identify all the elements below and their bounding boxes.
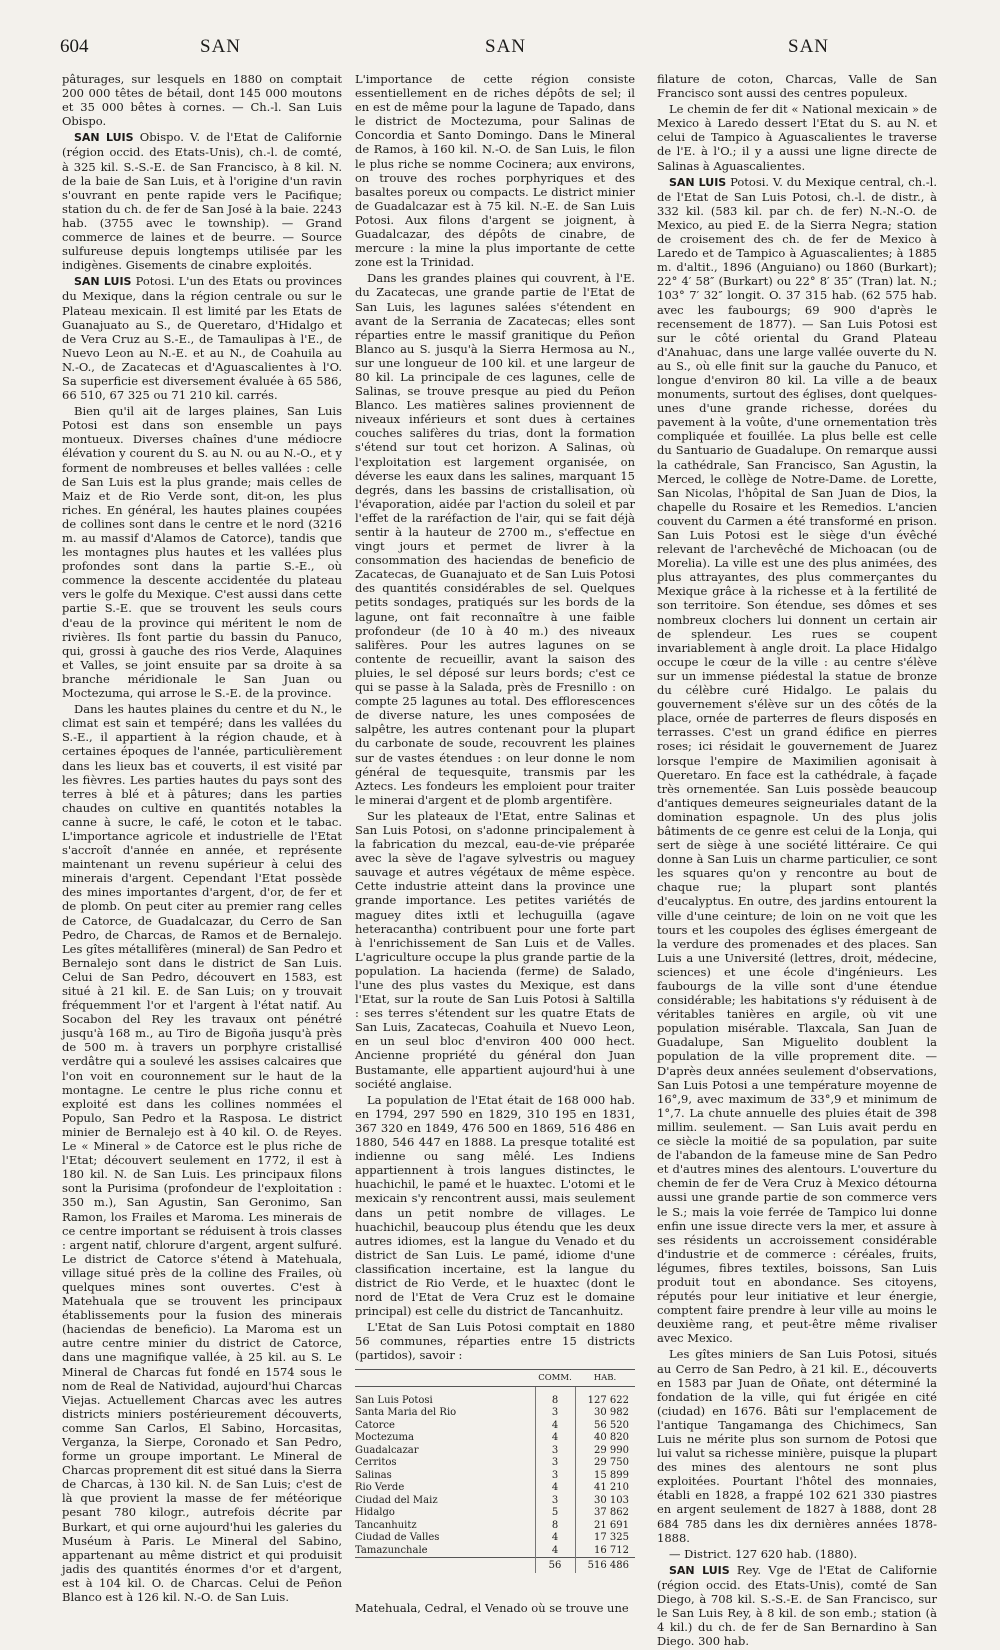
entry-san-luis-potosi-city [657, 175, 937, 1346]
page-number: 604 [60, 36, 89, 57]
paragraph: Le chemin de fer dit « National mexicain » de Mexico à Laredo dessert l'Etat du S. au N. et celui de Tampico à Aguascalientes le traverse de l'E. à l'O.; il y a aussi une ligne directe de Salinas à Aguascalientes. [657, 102, 937, 173]
table-cell: 3 [535, 1457, 575, 1470]
table-row [355, 1507, 635, 1520]
column-center [355, 72, 635, 1617]
paragraph: Dans les grandes plaines qui couvrent, à l'E. du Zacatecas, une grande partie de l'Etat de San Luis, les lagunes salées s'étendent en avant de la Serrania de Zacatecas; elles sont réparties entre le massif granitique du Peñon Blanco au S. jusqu'à la Sierra Hermosa au N., sur une longueur de 100 kil. et une largeur de 80 kil. La principale de ces lagunes, celle de Salinas, se trouve presque au pied du Peñon Blanco. Les matières salines proviennent de niveaux inférieurs et sont dues à certaines couches salifères du trias, dont la formation s'étend sur tout cet horizon. A Salinas, où l'exploitation est largement organisée, on déverse les eaux dans les salines, marquant 15 degrés, dans les bassins de cristallisation, où l'évaporation, aidée par l'action du soleil et par l'effet de la raréfaction de l'air, qui se fait déjà sentir à la hauteur de 2700 m., s'effectue en vingt jours et permet de livrer à la consommation des haciendas de beneficio de Zacatecas, de Guanajuato et de San Luis Potosi des quantités considérables de sel. Quelques petits sondages, pratiqués sur les bords de la lagune, ont fait reconnaître à une faible profondeur (de 10 à 40 m.) des niveaux salifères. Pour les autres lagunes on se contente de recueillir, avant la saison des pluies, le sel déposé sur leurs bords; c'est ce qui se passe à la Salada, près de Fresnillo : on compte 25 lagunes au total. Des efflorescences de diverse nature, les unes composées de salpêtre, les autres contenant pour la plupart du carbonate de soude, recouvrent les plaines sur de vastes étendues : on leur donne le nom général de tequesquite, transmis par les Aztecs. Les fondeurs les emploient pour traiter le minerai d'argent et de plomb argentifère. [355, 271, 635, 807]
page-header [60, 36, 938, 66]
table-row [355, 1532, 635, 1545]
table-row [355, 1445, 635, 1458]
column-right [657, 72, 937, 1650]
table-total-row [355, 1558, 635, 1573]
paragraph: filature de coton, Charcas, Valle de San Francisco sont aussi des centres populeux. [657, 72, 937, 101]
entry-san-luis-obispo [62, 130, 342, 272]
table-total-hab: 516 486 [575, 1558, 635, 1573]
table-spacer-row [355, 1387, 635, 1395]
table-cell: 5 [535, 1507, 575, 1520]
table-row [355, 1470, 635, 1483]
entry-text: Potosi. V. du Mexique central, ch.-l. de l'Etat de San Luis Potosi, ch.-l. de distr., à 332 kil. (583 kil. par ch. de fer) N.-N.-O. de Mexico, au pied E. de la Sierra Negra; station de croisement des ch. de fer de Mexico à Laredo et de Tampico à Aguascalientes; à 1885 m. d'altit., 1896 (Anguiano) ou 1860 (Burkart); 22° 4′ 58″ (Burkart) ou 22° 8′ 35″ (Tran) lat. N.; 103° 7′ 32″ longit. O. 37 315 hab. (62 575 hab. avec les faubourgs; 69 900 d'après le recensement de 1877). — San Luis Potosi est sur le côté oriental du Grand Plateau d'Anahuac, dans une large vallée ouverte du N. au S., où elle finit sur la gauche du Panuco, et longue d'environ 80 kil. La ville a de beaux monuments, surtout des églises, dont quelques-unes d'une grande richesse, dorées du pavement à la voûte, d'une ornementation très compliquée et fouillée. La plus belle est celle du Santuario de Guadalupe. On remarque aussi la cathédrale, San Francisco, San Agustin, la Merced, le collège de Notre-Dame. de Lorette, San Nicolas, l'hôpital de San Juan de Dios, la chapelle du Rosaire et les Remedios. L'ancien couvent du Carmen a été transformé en prison. San Luis Potosi est le siège d'un évêché relevant de l'archevêché de Michoacan (ou de Morelia). La ville est une des plus animées, des plus attrayantes, des plus commerçantes du Mexique grâce à la richesse et à la fertilité de son territoire. Son étendue, ses dômes et ses nombreux clochers lui donnent un certain air de splendeur. Les rues se coupent invariablement à angle droit. La place Hidalgo occupe le cœur de la ville : au centre s'élève sur un immense piédestal la statue de bronze du célèbre curé Hidalgo. Le palais du gouvernement s'élève sur un des côtés de la place, ornée de parterres de fleurs disposés en terrasses. C'est un grand édifice en pierres roses; ici résidait le gouvernement de Juarez lorsque l'empire de Maximilien agonisait à Queretaro. En face est la cathédrale, à façade très ornementée. San Luis possède beaucoup d'antiques demeures seigneuriales datant de la domination espagnole. Un des plus jolis bâtiments de ce genre est celui de la Lonja, qui sert de siège à une société littéraire. Ce qui donne à San Luis un charme particulier, ce sont les squares qu'on y rencontre au bout de chaque rue; la plupart sont plantés d'eucalyptus. En outre, des jardins entourent la ville d'une ceinture; de loin on ne voit que les tours et les coupoles des églises émergeant de la verdure des promenades et des places. San Luis a une Université (lettres, droit, médecine, sciences) et une école d'ingénieurs. Les faubourgs de la ville sont d'une étendue considérable; les habitations s'y réduisent à de véritables tanières en argile, où vit une population misérable. Tlaxcala, San Juan de Guadalupe, San Miguelito doublent la population de la ville proprement dite. — D'après deux années seulement d'observations, San Luis Potosi a une température moyenne de 16°,9, avec maximum de 33°,9 et minimum de 1°,7. La chute annuelle des pluies était de 398 millim. seulement. — San Luis avait perdu en ce siècle la moitié de sa population, par suite de l'abandon de la fameuse mine de San Pedro et d'autres mines des alentours. L'ouverture du chemin de fer de Vera Cruz à Mexico détourna aussi une grande partie de son commerce vers le S.; mais la voie ferrée de Tampico lui donne enfin une issue directe vers la mer, et assure à ses résidents un accroissement considérable d'industrie et de commerce : céréales, fruits, légumes, fibres textiles, boissons, San Luis produit tout en abondance. Ses citoyens, réputés pour leur initiative et leur énergie, comptent faire prendre à leur ville au moins le deuxième rang, et peut-être même rivaliser avec Mexico. [657, 174, 937, 1346]
table-cell: 4 [535, 1482, 575, 1495]
paragraph: Bien qu'il ait de larges plaines, San Luis Potosi est dans son ensemble un pays montueux. Diverses chaînes d'une médiocre élévation y courent du S. au N. ou au N.-O., et y forment de nombreuses et belles vallées : celle de San Luis est la plus grande; mais celles de Maiz et de Rio Verde sont, dit-on, les plus riches. En général, les hautes plaines coupées de collines sont dans le centre et le nord (3216 m. au massif d'Alamos de Catorce), tandis que les montagnes plus hautes et les vallées plus profondes sont dans la partie S.-E., où commence la descente accidentée du plateau vers le golfe du Mexique. C'est aussi dans cette partie S.-E. que se trouvent les seuls cours d'eau de la province qui méritent le nom de rivières. Ils font partie du bassin du Panuco, qui, grossi à gauche des rios Verde, Alaquines et Valles, se joint ensuite par sa droite à sa branche méridionale le San Juan ou Moctezuma, qui arrose le S.-E. de la province. [62, 404, 342, 701]
table-row [355, 1407, 635, 1420]
table-cell: 16 712 [575, 1545, 635, 1558]
table-cell: 29 750 [575, 1457, 635, 1470]
paragraph: Matehuala, Cedral, el Venado où se trouve une [355, 1600, 629, 1615]
table-cell: 4 [535, 1432, 575, 1445]
table-cell: Guadalcazar [355, 1444, 419, 1456]
table-row [355, 1495, 635, 1508]
paragraph: L'Etat de San Luis Potosi comptait en 1880 56 communes, réparties entre 15 districts (partidos), savoir : [355, 1320, 635, 1363]
table-cell: 41 210 [575, 1482, 635, 1495]
table-cell: Salinas [355, 1469, 392, 1481]
table-cell: 3 [535, 1495, 575, 1508]
running-head-left: SAN [200, 36, 242, 57]
table-row [355, 1395, 635, 1408]
table-header-comm: COMM. [535, 1369, 575, 1387]
running-head-center: SAN [485, 36, 527, 57]
paragraph: Sur les plateaux de l'Etat, entre Salinas et San Luis Potosi, on s'adonne principalement à la fabrication du mezcal, eau-de-vie préparée avec la sève de l'agave sylvestris ou maguey sauvage et autres végétaux de même espèce. Cette industrie atteint dans la province une grande importance. Les petites variétés de maguey dites ixtli et lechuguilla (agave heteracantha) contribuent pour une forte part à l'enrichissement de San Luis et de Valles. L'agriculture occupe la plus grande partie de la population. La hacienda (ferme) de Salado, l'une des plus vastes du Mexique, est dans l'Etat, sur la route de San Luis Potosi à Saltilla : ses terres s'étendent sur les quatre Etats de San Luis, Zacatecas, Coahuila et Nuevo Leon, en un seul bloc d'environ 400 000 hect. Ancienne propriété du général don Juan Bustamante, elle appartient aujourd'hui à une société anglaise. [355, 808, 635, 1091]
table-row [355, 1432, 635, 1445]
table-header-row [355, 1369, 635, 1387]
table-cell: 3 [535, 1445, 575, 1458]
table-cell: Catorce [355, 1419, 395, 1431]
table-cell: 127 622 [575, 1395, 635, 1408]
paragraph: Les gîtes miniers de San Luis Potosi, situés au Cerro de San Pedro, à 21 kil. E., découverts en 1583 par Juan de Oñate, ont déterminé la fondation de la ville, qui fut érigée en cité (ciudad) en 1676. Bâti sur l'emplacement de l'antique Tangamanga des Chichimecs, San Luis ne mérite plus son surnom de Potosi que lui valut sa richesse minière, puisque la plupart des mines des alentours ne sont plus exploitées. Pourtant l'hôtel des monnaies, établi en 1828, a frappé 102 621 330 piastres en argent seulement de 1827 à 1888, dont 28 684 785 dans les dix dernières années 1878-1888. [657, 1347, 937, 1545]
paragraph: pâturages, sur lesquels en 1880 on comptait 200 000 têtes de bétail, dont 145 000 moutons et 35 000 bêtes à cornes. — Ch.-l. San Luis Obispo. [62, 72, 342, 129]
entry-text: Potosi. L'un des Etats ou provinces du Mexique, dans la région centrale ou sur le Plateau mexicain. Il est limité par les Etats de Guanajuato au S., de Queretaro, d'Hidalgo et de Vera Cruz au S.-E., de Tamaulipas à l'E., de Nuevo Leon au N.-E. et au N., de Coahuila au N.-O., de Zacatecas et d'Aguascalientes à l'O. Sa superficie est diversement évaluée à 65 586, 66 510, 67 325 ou 71 210 kil. carrés. [62, 274, 342, 403]
table-row [355, 1482, 635, 1495]
paragraph: La population de l'Etat était de 168 000 hab. en 1794, 297 590 en 1829, 310 195 en 1831, 367 320 en 1849, 476 500 en 1869, 516 486 en 1880, 546 447 en 1888. La presque totalité est indienne ou sang mêlé. Les Indiens appartiennent à trois langues distinctes, le huachichil, le pamé et le huaxtec. L'otomi et le mexicain s'y rencontrent aussi, mais seulement dans un petit nombre de villages. Le huachichil, beaucoup plus étendu que les deux autres idiomes, est la langue du Venado et du district de San Luis. Le pamé, idiome d'une classification incertaine, est la langue du district de Rio Verde, et le huaxtec (dont le nord de l'Etat de Vera Cruz est le domaine principal) est celle du district de Tancanhuitz. [355, 1092, 635, 1319]
entry-text: Rey. Vge de l'Etat de Californie (région occid. des Etats-Unis), comté de San Diego, à 708 kil. S.-S.-E. de San Francisco, sur le San Luis Rey, à 8 kil. de son emb.; station (à 4 kil.) du ch. de fer de San Bernardino à San Diego. 300 hab. [657, 1562, 937, 1649]
table-cell: 4 [535, 1545, 575, 1558]
entry-headword: SAN LUIS [669, 1563, 730, 1577]
table-cell: 30 982 [575, 1407, 635, 1420]
paragraph: Dans les hautes plaines du centre et du N., le climat est sain et tempéré; dans les vallées du S.-E., il appartient à la région chaude, et à certaines époques de l'année, particulièrement dans les lieux bas et couverts, il est visité par les fièvres. Les parties hautes du pays sont des terres à blé et à pâtures; dans les parties chaudes on cultive en quantités notables la canne à sucre, le café, le coton et le tabac. L'importance agricole et industrielle de l'Etat s'accroît d'année en année, et représente maintenant un revenu supérieur à celui des minerais d'argent. Cependant l'Etat possède des mines importantes d'argent, d'or, de fer et de plomb. On peut citer au premier rang celles de Catorce, de Guadalcazar, du Cerro de San Pedro, de Charcas, de Ramos et de Bernalejo. Les gîtes métallifères (mineral) de San Pedro et Bernalejo sont dans le district de San Luis. Celui de San Pedro, découvert en 1583, est situé à 21 kil. E. de San Luis; on y trouvait fréquemment l'or et l'argent à l'état natif. Au Socabon del Rey les travaux ont pénétré jusqu'à 168 m., au Tiro de Bigoña jusqu'à près de 500 m. à travers un porphyre cristallisé verdâtre qui a soulevé les assises calcaires que l'on voit en couronnement sur le haut de la montagne. Le centre le plus riche connu et exploité est dans les collines nommées el Populo, San Pedro et la Rasposa. Le district minier de Bernalejo est à 40 kil. O. de Reyes. Le « Mineral » de Catorce est le plus riche de l'Etat; découvert seulement en 1772, il est à 180 kil. N. de San Luis. Les principaux filons sont la Purisima (profondeur de l'exploitation : 350 m.), San Agustin, San Geronimo, San Ramon, los Frailes et Maroma. Les minerais de ce centre important se réduisent à trois classes : argent natif, chlorure d'argent, argent sulfuré. Le district de Catorce s'étend à Matehuala, village situé près de la colline des Frailes, où quelques mines sont ouvertes. C'est à Matehuala que se trouvent les principaux établissements pour la fusion des minerais (haciendas de beneficio). La Maroma est un autre centre minier du district de Catorce, dans une magnifique vallée, à 25 kil. au S. Le Mineral de Charcas fut fondé en 1574 sous le nom de Real de Natividad, aujourd'hui Charcas Viejas. Actuellement Charcas avec les autres districts miniers postérieurement découverts, comme San Carlos, El Sabino, Horcasitas, Verganza, la Sierpe, Coronado et San Pedro, forme un groupe important. Le Mineral de Charcas proprement dit est situé dans la Sierra de Charcas, à 130 kil. N. de San Luis; c'est de là que provient la masse de fer météorique pesant 780 kilogr., autrefois décrite par Burkart, et qui orne aujourd'hui les galeries du Muséum à Paris. Le Mineral del Sabino, appartenant au même district et qui produisit jadis des quantités énormes d'or et d'argent, est à 104 kil. O. de Charcas. Celui de Peñon Blanco est à 126 kil. N.-O. de San Luis. [62, 702, 342, 1605]
table-cell: 3 [535, 1470, 575, 1483]
table-cell: Santa Maria del Rio [355, 1407, 457, 1419]
column-left [62, 72, 342, 1606]
table-cell: 21 691 [575, 1520, 635, 1533]
table-cell: Ciudad de Valles [355, 1532, 440, 1544]
table-cell: Hidalgo [355, 1507, 395, 1519]
districts-table [355, 1369, 635, 1573]
table-cell: Moctezuma [355, 1432, 414, 1444]
entry-san-luis-potosi-state [62, 274, 342, 402]
table-cell: 40 820 [575, 1432, 635, 1445]
table-total-comm: 56 [535, 1558, 575, 1573]
table-cell: Cerritos [355, 1457, 397, 1469]
entry-text: Obispo. V. de l'Etat de Californie (région occid. des Etats-Unis), ch.-l. de comté, à 325 kil. S.-S.-E. de San Francisco, à 8 kil. N. de la baie de San Luis, et à l'origine d'un ravin s'ouvrant en pente rapide vers le Pacifique; station du ch. de fer de San José à la baie. 2243 hab. (3755 avec le township). — Grand commerce de laines et de beurre. — Source sulfureuse depuis longtemps utilisée par les indigènes. Gisements de cinabre exploités. [62, 130, 342, 273]
table-row [355, 1545, 635, 1558]
table-cell: Tamazunchale [355, 1544, 428, 1556]
entry-headword: SAN LUIS [74, 131, 134, 145]
table-row [355, 1520, 635, 1533]
table-cell: Tancanhuitz [355, 1519, 417, 1531]
table-cell: 3 [535, 1407, 575, 1420]
table-row [355, 1420, 635, 1433]
table-row [355, 1457, 635, 1470]
table-cell: 4 [535, 1420, 575, 1433]
table-cell: 17 325 [575, 1532, 635, 1545]
table-cell: 8 [535, 1520, 575, 1533]
entry-headword: SAN LUIS [74, 275, 132, 289]
table-cell: Rio Verde [355, 1482, 405, 1494]
table-cell: 56 520 [575, 1420, 635, 1433]
district-note: — District. 127 620 hab. (1880). [669, 1546, 858, 1561]
paragraph: L'importance de cette région consiste essentiellement en de riches dépôts de sel; il en est de même pour la lagune de Tapado, dans le district de Moctezuma, pour Salinas de Concordia et Santo Domingo. Dans le Mineral de Ramos, à 160 kil. N.-O. de San Luis, le filon le plus riche se nomme Cocinera; aux environs, on trouve des roches porphyriques et des basaltes poreux ou compacts. Le district minier de Guadalcazar est à 75 kil. N.-E. de San Luis Potosi. Aux filons d'argent se joignent, à Guadalcazar, des dépôts de cinabre, de mercure : la mine la plus importante de cette zone est la Trinidad. [355, 72, 635, 270]
table-cell: 29 990 [575, 1445, 635, 1458]
table-cell: San Luis Potosi [355, 1394, 433, 1406]
running-head-right: SAN [788, 36, 830, 57]
table-header-cell [355, 1369, 535, 1387]
entry-san-luis-rey [657, 1563, 937, 1649]
table-cell: Ciudad del Maiz [355, 1494, 438, 1506]
table-cell: 37 862 [575, 1507, 635, 1520]
table-cell: 15 899 [575, 1470, 635, 1483]
table-cell: 8 [535, 1395, 575, 1408]
table-header-hab: HAB. [575, 1369, 635, 1387]
entry-headword: SAN LUIS [669, 175, 727, 189]
table-cell: 30 103 [575, 1495, 635, 1508]
table-cell: 4 [535, 1532, 575, 1545]
